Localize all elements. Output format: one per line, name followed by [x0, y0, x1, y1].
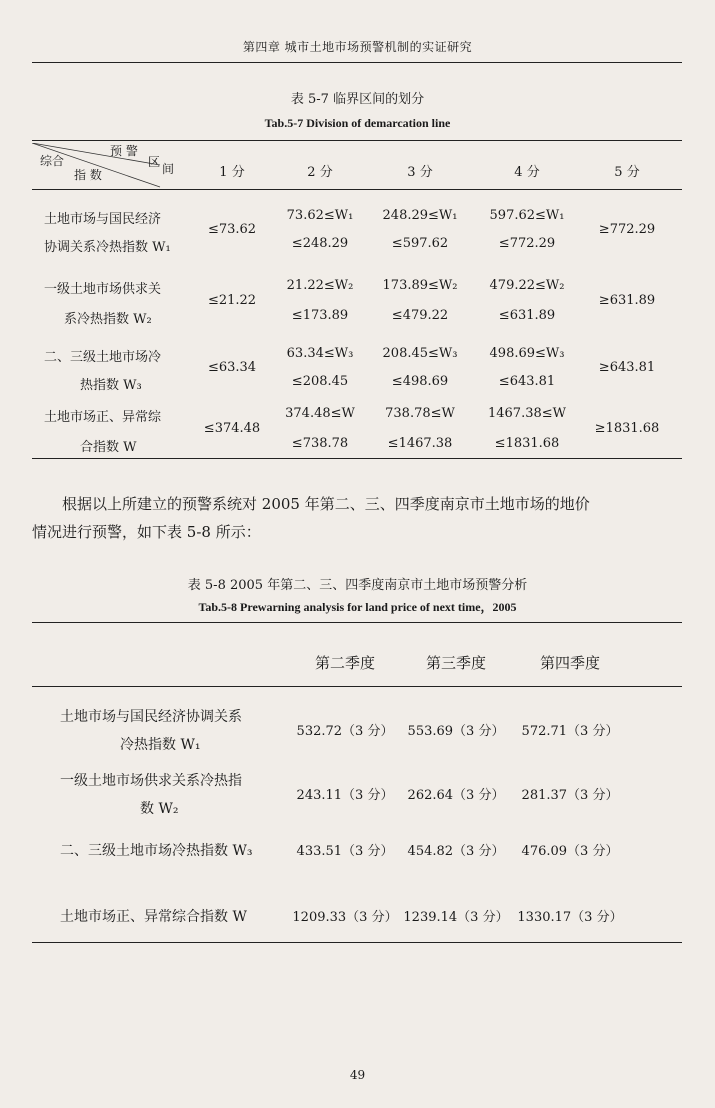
table57-cell: ≥643.81 — [598, 360, 656, 375]
table57-row-label: 合指数 W — [80, 440, 137, 455]
table57-cell: ≤738.78 — [291, 436, 349, 451]
body-paragraph — [32, 490, 684, 546]
table57-cell: ≤208.45 — [291, 374, 349, 389]
table57-corner-jian: 间 — [162, 162, 175, 176]
table57-cell: 1467.38≤W — [487, 406, 567, 421]
table57-col-1: 1 分 — [219, 165, 245, 180]
table57-cell: 21.22≤W₂ — [286, 278, 354, 293]
table57-cell: 208.45≤W₃ — [382, 346, 458, 361]
table58-col-q4: 第四季度 — [539, 654, 601, 672]
page-number: 49 — [349, 1068, 366, 1082]
table57-top-rule — [32, 140, 682, 141]
table57-row-label: 土地市场与国民经济 — [44, 212, 162, 227]
table57-row-label: 二、三级土地市场冷 — [44, 350, 162, 365]
table57-cell: ≤248.29 — [291, 236, 349, 251]
table58-cell: 281.37（3 分） — [521, 788, 619, 803]
table57-row-label: 一级土地市场供求关 — [44, 282, 162, 297]
table58-caption-en: Tab.5-8 Prewarning analysis for land price of next time，2005 — [198, 600, 517, 614]
table57-cell: 738.78≤W — [385, 406, 455, 421]
table58-cell: 476.09（3 分） — [521, 844, 619, 859]
table57-cell: 63.34≤W₃ — [286, 346, 354, 361]
table57-cell: ≤631.89 — [498, 308, 556, 323]
table57-cell: ≤643.81 — [498, 374, 556, 389]
table57-row-label: 协调关系冷热指数 W₁ — [44, 240, 171, 255]
table57-corner-left: 综合 — [40, 154, 65, 168]
running-header: 第四章 城市土地市场预警机制的实证研究 — [242, 40, 473, 54]
table58-cell: 1330.17（3 分） — [517, 910, 623, 925]
table58-header-rule — [32, 686, 682, 687]
table58-cell: 243.11（3 分） — [296, 788, 394, 803]
table57-cell: 479.22≤W₂ — [489, 278, 565, 293]
table58-caption-cn: 表 5-8 2005 年第二、三、四季度南京市土地市场预警分析 — [187, 578, 528, 593]
table58-cell: 572.71（3 分） — [521, 724, 619, 739]
table58-cell: 532.72（3 分） — [296, 724, 394, 739]
table57-cell: 374.48≤W — [285, 406, 355, 421]
table58-top-rule — [32, 622, 682, 623]
table58-cell: 433.51（3 分） — [296, 844, 394, 859]
table57-col-3: 3 分 — [407, 165, 433, 180]
table57-corner-mid: 区 — [148, 155, 161, 169]
table58-row-label: 冷热指数 W₁ — [120, 737, 201, 753]
table58-cell: 553.69（3 分） — [407, 724, 505, 739]
table57-row-label: 系冷热指数 W₂ — [64, 312, 152, 327]
table57-cell: 173.89≤W₂ — [382, 278, 458, 293]
table57-cell: ≤772.29 — [498, 236, 556, 251]
table57-cell: ≤479.22 — [391, 308, 449, 323]
table58-row-label: 一级土地市场供求关系冷热指 — [60, 773, 242, 789]
body-paragraph-line: 根据以上所建立的预警系统对 2005 年第二、三、四季度南京市土地市场的地价 — [62, 495, 590, 513]
table57-cell: ≥1831.68 — [594, 421, 660, 436]
table57-cell: ≥772.29 — [598, 222, 656, 237]
table57-corner-bottom: 指 数 — [74, 168, 102, 182]
table58-row-label: 土地市场正、异常综合指数 W — [60, 909, 247, 925]
table58-cell: 262.64（3 分） — [407, 788, 505, 803]
table58-cell: 454.82（3 分） — [407, 844, 505, 859]
table57-cell: ≤1467.38 — [387, 436, 453, 451]
table57-caption-en: Tab.5-7 Division of demarcation line — [264, 116, 451, 130]
table58-bottom-rule — [32, 942, 682, 943]
table58-cell: 1239.14（3 分） — [403, 910, 509, 925]
table57-col-4: 4 分 — [514, 165, 540, 180]
table57-cell: ≤73.62 — [207, 222, 257, 237]
table57-row-label: 热指数 W₃ — [80, 378, 142, 393]
table57-bottom-rule — [32, 458, 682, 459]
table58-row-label: 二、三级土地市场冷热指数 W₃ — [60, 843, 253, 859]
table57-cell: ≤21.22 — [207, 293, 257, 308]
table57-col-2: 2 分 — [307, 165, 333, 180]
table58-col-q3: 第三季度 — [425, 654, 487, 672]
table57-cell: ≤374.48 — [203, 421, 261, 436]
table57-cell: ≤597.62 — [391, 236, 449, 251]
table57-cell: ≥631.89 — [598, 293, 656, 308]
table57-cell: ≤1831.68 — [494, 436, 560, 451]
table57-header-rule — [32, 189, 682, 190]
table58-col-q2: 第二季度 — [314, 654, 376, 672]
table57-col-5: 5 分 — [614, 165, 640, 180]
table57-cell: 597.62≤W₁ — [489, 208, 565, 223]
table58-row-label: 数 W₂ — [140, 801, 179, 817]
table58-cell: 1209.33（3 分） — [292, 910, 398, 925]
table57-cell: ≤173.89 — [291, 308, 349, 323]
table57-corner-top: 预 警 — [110, 144, 138, 158]
table57-row-label: 土地市场正、异常综 — [44, 410, 162, 425]
table57-cell: ≤498.69 — [391, 374, 449, 389]
table58-row-label: 土地市场与国民经济协调关系 — [60, 709, 242, 725]
table57-cell: 498.69≤W₃ — [489, 346, 565, 361]
table57-caption-cn: 表 5-7 临界区间的划分 — [290, 92, 425, 107]
table57-cell: 248.29≤W₁ — [382, 208, 458, 223]
table57-cell: 73.62≤W₁ — [286, 208, 354, 223]
body-paragraph-line: 情况进行预警，如下表 5-8 所示： — [32, 523, 261, 541]
table57-cell: ≤63.34 — [207, 360, 257, 375]
header-rule — [32, 62, 682, 63]
